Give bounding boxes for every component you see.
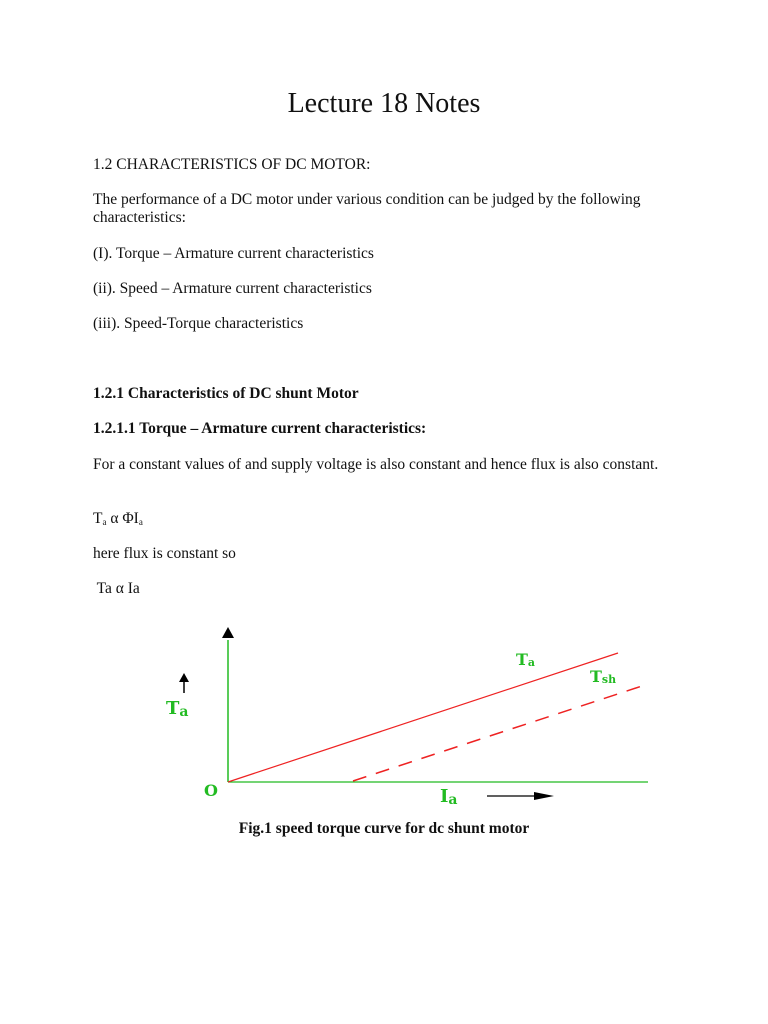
y-axis-label: Ta xyxy=(166,698,189,720)
flux-note: here flux is constant so xyxy=(93,545,236,562)
body-paragraph: For a constant values of and supply voltage is also constant and hence flux is also constant. xyxy=(93,456,659,473)
list-item: (iii). Speed-Torque characteristics xyxy=(93,315,304,332)
ta-line-label: Ta xyxy=(516,650,536,669)
formula-middle: α ΦI xyxy=(106,510,139,527)
formula-i-subscript: a xyxy=(138,517,143,527)
subsection-heading: 1.2.1 Characteristics of DC shunt Motor xyxy=(93,385,359,402)
y-axis-arrowhead xyxy=(222,627,234,638)
tsh-line-label: Tsh xyxy=(590,667,617,686)
formula-torque-flux xyxy=(93,510,673,529)
subsubsection-heading: 1.2.1.1 Torque – Armature current characteristics: xyxy=(93,420,427,437)
figure-caption: Fig.1 speed torque curve for dc shunt motor xyxy=(238,820,530,837)
page-title: Lecture 18 Notes xyxy=(287,88,481,119)
x-label-arrow-icon xyxy=(534,792,554,800)
formula-t-subscript: a xyxy=(102,517,107,527)
torque-current-figure xyxy=(150,612,650,810)
tsh-curve-line xyxy=(353,684,648,781)
ta-curve-line xyxy=(228,653,618,782)
list-item: (ii). Speed – Armature current characteristics xyxy=(93,280,372,297)
origin-label: O xyxy=(204,781,218,800)
y-label-up-arrow-icon xyxy=(179,673,189,682)
formula-torque-current: Ta α Ia xyxy=(93,580,140,597)
section-heading: 1.2 CHARACTERISTICS OF DC MOTOR: xyxy=(93,156,371,173)
formula-t: T xyxy=(93,510,103,527)
intro-paragraph: The performance of a DC motor under various condition can be judged by the following characteristics: xyxy=(93,191,641,226)
x-axis-label: Ia xyxy=(440,786,458,808)
list-item: (I). Torque – Armature current characteristics xyxy=(93,245,374,262)
